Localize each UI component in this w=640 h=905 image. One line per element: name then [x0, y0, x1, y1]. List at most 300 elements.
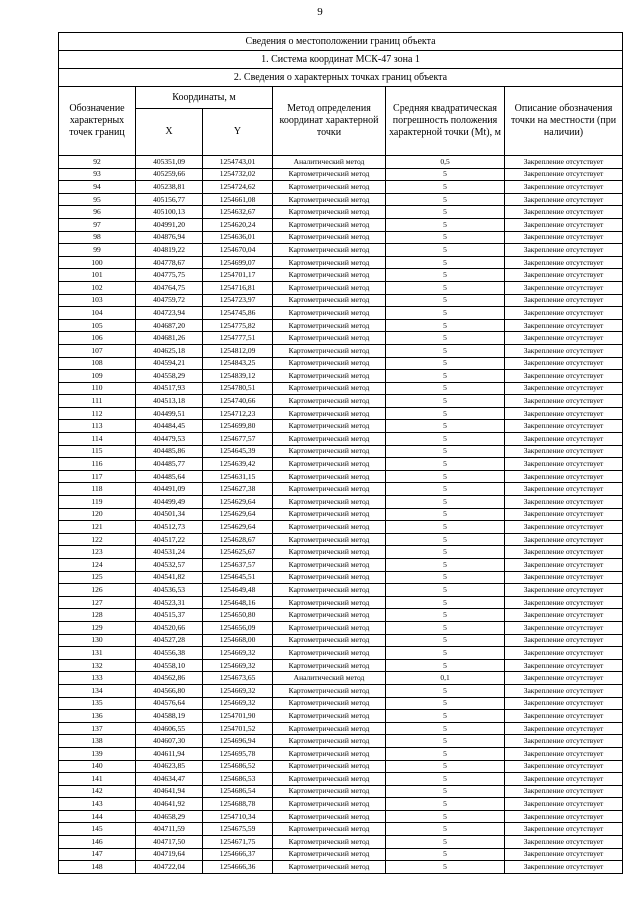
description-cell: Закрепление отсутствует — [505, 294, 623, 307]
point-id-cell: 129 — [59, 621, 136, 634]
point-id-cell: 131 — [59, 647, 136, 660]
point-id-cell: 116 — [59, 458, 136, 471]
y-cell: 1254686,54 — [203, 785, 273, 798]
method-cell: Картометрический метод — [273, 584, 386, 597]
table-row — [59, 684, 623, 697]
point-id-cell: 146 — [59, 836, 136, 849]
error-cell: 5 — [386, 722, 505, 735]
table-row — [59, 747, 623, 760]
error-cell: 5 — [386, 407, 505, 420]
x-cell: 404576,64 — [136, 697, 203, 710]
method-cell: Картометрический метод — [273, 281, 386, 294]
description-cell: Закрепление отсутствует — [505, 836, 623, 849]
x-cell: 404723,94 — [136, 307, 203, 320]
method-cell: Картометрический метод — [273, 546, 386, 559]
point-id-cell: 147 — [59, 848, 136, 861]
x-cell: 404687,20 — [136, 319, 203, 332]
point-id-cell: 93 — [59, 168, 136, 181]
y-cell: 1254639,42 — [203, 458, 273, 471]
table-row — [59, 621, 623, 634]
description-cell: Закрепление отсутствует — [505, 798, 623, 811]
method-cell: Картометрический метод — [273, 420, 386, 433]
error-cell: 5 — [386, 483, 505, 496]
table-row — [59, 156, 623, 169]
boundary-points-table — [58, 32, 623, 874]
table-row — [59, 861, 623, 874]
table-row — [59, 760, 623, 773]
method-cell: Картометрический метод — [273, 357, 386, 370]
page-number: 9 — [317, 6, 323, 18]
point-id-cell: 127 — [59, 596, 136, 609]
description-cell: Закрепление отсутствует — [505, 848, 623, 861]
description-cell: Закрепление отсутствует — [505, 420, 623, 433]
x-cell: 404722,04 — [136, 861, 203, 874]
point-id-cell: 120 — [59, 508, 136, 521]
method-cell: Картометрический метод — [273, 697, 386, 710]
method-cell: Картометрический метод — [273, 571, 386, 584]
x-cell: 404819,22 — [136, 244, 203, 257]
table-row — [59, 269, 623, 282]
description-cell: Закрепление отсутствует — [505, 609, 623, 622]
point-id-cell: 128 — [59, 609, 136, 622]
y-cell: 1254712,23 — [203, 407, 273, 420]
table-row — [59, 370, 623, 383]
error-cell: 5 — [386, 344, 505, 357]
error-cell: 0,5 — [386, 156, 505, 169]
error-cell: 5 — [386, 584, 505, 597]
description-cell: Закрепление отсутствует — [505, 193, 623, 206]
table-row — [59, 710, 623, 723]
description-cell: Закрепление отсутствует — [505, 218, 623, 231]
description-cell: Закрепление отсутствует — [505, 382, 623, 395]
point-id-cell: 106 — [59, 332, 136, 345]
x-cell: 404531,24 — [136, 546, 203, 559]
error-cell: 5 — [386, 848, 505, 861]
description-cell: Закрепление отсутствует — [505, 823, 623, 836]
method-cell: Картометрический метод — [273, 244, 386, 257]
description-cell: Закрепление отсутствует — [505, 206, 623, 219]
description-cell: Закрепление отсутствует — [505, 672, 623, 685]
description-cell: Закрепление отсутствует — [505, 256, 623, 269]
error-cell: 5 — [386, 395, 505, 408]
table-row — [59, 584, 623, 597]
description-cell: Закрепление отсутствует — [505, 370, 623, 383]
y-cell: 1254777,51 — [203, 332, 273, 345]
x-cell: 404562,86 — [136, 672, 203, 685]
method-cell: Картометрический метод — [273, 193, 386, 206]
x-cell: 404625,18 — [136, 344, 203, 357]
table-row — [59, 546, 623, 559]
y-cell: 1254629,64 — [203, 496, 273, 509]
description-cell: Закрепление отсутствует — [505, 710, 623, 723]
error-cell: 5 — [386, 533, 505, 546]
description-cell: Закрепление отсутствует — [505, 433, 623, 446]
table-row — [59, 445, 623, 458]
point-id-cell: 148 — [59, 861, 136, 874]
point-id-cell: 124 — [59, 559, 136, 572]
y-cell: 1254670,04 — [203, 244, 273, 257]
table-row — [59, 458, 623, 471]
table-row — [59, 659, 623, 672]
method-cell: Картометрический метод — [273, 344, 386, 357]
x-cell: 405100,13 — [136, 206, 203, 219]
y-cell: 1254688,78 — [203, 798, 273, 811]
table-row — [59, 420, 623, 433]
description-cell: Закрепление отсутствует — [505, 319, 623, 332]
y-cell: 1254625,67 — [203, 546, 273, 559]
x-cell: 404520,66 — [136, 621, 203, 634]
error-cell: 5 — [386, 281, 505, 294]
method-cell: Картометрический метод — [273, 559, 386, 572]
y-cell: 1254724,62 — [203, 181, 273, 194]
method-cell: Картометрический метод — [273, 710, 386, 723]
y-cell: 1254650,80 — [203, 609, 273, 622]
point-id-cell: 92 — [59, 156, 136, 169]
error-cell: 5 — [386, 659, 505, 672]
x-cell: 404775,75 — [136, 269, 203, 282]
description-cell: Закрепление отсутствует — [505, 521, 623, 534]
description-cell: Закрепление отсутствует — [505, 395, 623, 408]
y-cell: 1254686,53 — [203, 773, 273, 786]
description-cell: Закрепление отсутствует — [505, 344, 623, 357]
point-id-cell: 121 — [59, 521, 136, 534]
error-cell: 5 — [386, 218, 505, 231]
point-id-cell: 138 — [59, 735, 136, 748]
point-id-cell: 122 — [59, 533, 136, 546]
error-cell: 5 — [386, 747, 505, 760]
error-cell: 5 — [386, 785, 505, 798]
error-cell: 5 — [386, 760, 505, 773]
point-id-cell: 95 — [59, 193, 136, 206]
header-error: Средняя квадратическая погрешность положения характерной точки (Mt), м — [386, 87, 505, 156]
table-row — [59, 634, 623, 647]
x-cell: 405259,66 — [136, 168, 203, 181]
y-cell: 1254631,15 — [203, 470, 273, 483]
x-cell: 404634,47 — [136, 773, 203, 786]
method-cell: Картометрический метод — [273, 861, 386, 874]
table-row — [59, 735, 623, 748]
x-cell: 404515,37 — [136, 609, 203, 622]
error-cell: 5 — [386, 521, 505, 534]
table-body — [59, 156, 623, 874]
y-cell: 1254673,65 — [203, 672, 273, 685]
description-cell: Закрепление отсутствует — [505, 722, 623, 735]
y-cell: 1254666,36 — [203, 861, 273, 874]
table-row — [59, 596, 623, 609]
description-cell: Закрепление отсутствует — [505, 760, 623, 773]
description-cell: Закрепление отсутствует — [505, 181, 623, 194]
method-cell: Картометрический метод — [273, 735, 386, 748]
y-cell: 1254696,94 — [203, 735, 273, 748]
header-description: Описание обозначения точки на местности (при наличии) — [505, 87, 623, 156]
method-cell: Картометрический метод — [273, 533, 386, 546]
point-id-cell: 142 — [59, 785, 136, 798]
x-cell: 404588,19 — [136, 710, 203, 723]
error-cell: 5 — [386, 571, 505, 584]
method-cell: Картометрический метод — [273, 294, 386, 307]
error-cell: 5 — [386, 420, 505, 433]
y-cell: 1254627,38 — [203, 483, 273, 496]
error-cell: 5 — [386, 470, 505, 483]
error-cell: 5 — [386, 609, 505, 622]
description-cell: Закрепление отсутствует — [505, 508, 623, 521]
table-row — [59, 357, 623, 370]
x-cell: 404623,85 — [136, 760, 203, 773]
error-cell: 5 — [386, 181, 505, 194]
table-row — [59, 294, 623, 307]
header-y: Y — [203, 109, 273, 156]
method-cell: Картометрический метод — [273, 269, 386, 282]
point-id-cell: 126 — [59, 584, 136, 597]
y-cell: 1254669,32 — [203, 697, 273, 710]
y-cell: 1254636,01 — [203, 231, 273, 244]
x-cell: 404558,10 — [136, 659, 203, 672]
description-cell: Закрепление отсутствует — [505, 559, 623, 572]
table-row — [59, 407, 623, 420]
description-cell: Закрепление отсутствует — [505, 810, 623, 823]
method-cell: Картометрический метод — [273, 231, 386, 244]
description-cell: Закрепление отсутствует — [505, 735, 623, 748]
point-id-cell: 136 — [59, 710, 136, 723]
error-cell: 5 — [386, 710, 505, 723]
table-row — [59, 433, 623, 446]
y-cell: 1254620,24 — [203, 218, 273, 231]
x-cell: 404606,55 — [136, 722, 203, 735]
point-id-cell: 108 — [59, 357, 136, 370]
point-id-cell: 111 — [59, 395, 136, 408]
y-cell: 1254701,17 — [203, 269, 273, 282]
error-cell: 5 — [386, 307, 505, 320]
error-cell: 5 — [386, 433, 505, 446]
point-id-cell: 105 — [59, 319, 136, 332]
error-cell: 5 — [386, 559, 505, 572]
point-id-cell: 137 — [59, 722, 136, 735]
x-cell: 404641,94 — [136, 785, 203, 798]
x-cell: 404566,80 — [136, 684, 203, 697]
table-row — [59, 810, 623, 823]
y-cell: 1254675,59 — [203, 823, 273, 836]
point-id-cell: 99 — [59, 244, 136, 257]
y-cell: 1254701,52 — [203, 722, 273, 735]
error-cell: 5 — [386, 634, 505, 647]
point-id-cell: 133 — [59, 672, 136, 685]
header-method: Метод определения координат характерной точки — [273, 87, 386, 156]
table-row — [59, 231, 623, 244]
y-cell: 1254629,64 — [203, 521, 273, 534]
x-cell: 404499,51 — [136, 407, 203, 420]
method-cell: Картометрический метод — [273, 823, 386, 836]
header-coordinates: Координаты, м — [136, 87, 273, 109]
error-cell: 5 — [386, 798, 505, 811]
error-cell: 5 — [386, 458, 505, 471]
error-cell: 5 — [386, 319, 505, 332]
error-cell: 5 — [386, 269, 505, 282]
method-cell: Картометрический метод — [273, 508, 386, 521]
y-cell: 1254645,51 — [203, 571, 273, 584]
y-cell: 1254839,12 — [203, 370, 273, 383]
error-cell: 0,1 — [386, 672, 505, 685]
method-cell: Картометрический метод — [273, 483, 386, 496]
method-cell: Картометрический метод — [273, 836, 386, 849]
method-cell: Картометрический метод — [273, 496, 386, 509]
description-cell: Закрепление отсутствует — [505, 332, 623, 345]
table-row — [59, 281, 623, 294]
error-cell: 5 — [386, 445, 505, 458]
description-cell: Закрепление отсутствует — [505, 307, 623, 320]
x-cell: 404491,09 — [136, 483, 203, 496]
method-cell: Картометрический метод — [273, 647, 386, 660]
method-cell: Картометрический метод — [273, 760, 386, 773]
table-row — [59, 647, 623, 660]
x-cell: 404607,30 — [136, 735, 203, 748]
y-cell: 1254695,78 — [203, 747, 273, 760]
table-row — [59, 848, 623, 861]
point-id-cell: 130 — [59, 634, 136, 647]
table-row — [59, 206, 623, 219]
x-cell: 404527,28 — [136, 634, 203, 647]
table-row — [59, 470, 623, 483]
table-row — [59, 836, 623, 849]
y-cell: 1254656,09 — [203, 621, 273, 634]
point-id-cell: 125 — [59, 571, 136, 584]
table-row — [59, 559, 623, 572]
x-cell: 404536,53 — [136, 584, 203, 597]
error-cell: 5 — [386, 596, 505, 609]
description-cell: Закрепление отсутствует — [505, 634, 623, 647]
point-id-cell: 141 — [59, 773, 136, 786]
x-cell: 404719,64 — [136, 848, 203, 861]
y-cell: 1254775,82 — [203, 319, 273, 332]
description-cell: Закрепление отсутствует — [505, 571, 623, 584]
y-cell: 1254632,67 — [203, 206, 273, 219]
point-id-cell: 112 — [59, 407, 136, 420]
y-cell: 1254666,37 — [203, 848, 273, 861]
method-cell: Картометрический метод — [273, 395, 386, 408]
error-cell: 5 — [386, 621, 505, 634]
x-cell: 404991,20 — [136, 218, 203, 231]
error-cell: 5 — [386, 773, 505, 786]
method-cell: Картометрический метод — [273, 785, 386, 798]
table-row — [59, 244, 623, 257]
description-cell: Закрепление отсутствует — [505, 596, 623, 609]
description-cell: Закрепление отсутствует — [505, 281, 623, 294]
y-cell: 1254740,66 — [203, 395, 273, 408]
x-cell: 404558,29 — [136, 370, 203, 383]
method-cell: Картометрический метод — [273, 445, 386, 458]
description-cell: Закрепление отсутствует — [505, 861, 623, 874]
point-id-cell: 101 — [59, 269, 136, 282]
y-cell: 1254699,80 — [203, 420, 273, 433]
point-id-cell: 109 — [59, 370, 136, 383]
method-cell: Картометрический метод — [273, 218, 386, 231]
method-cell: Картометрический метод — [273, 458, 386, 471]
method-cell: Картометрический метод — [273, 181, 386, 194]
point-id-cell: 135 — [59, 697, 136, 710]
y-cell: 1254723,97 — [203, 294, 273, 307]
y-cell: 1254743,01 — [203, 156, 273, 169]
point-id-cell: 144 — [59, 810, 136, 823]
x-cell: 404513,18 — [136, 395, 203, 408]
description-cell: Закрепление отсутствует — [505, 407, 623, 420]
y-cell: 1254628,67 — [203, 533, 273, 546]
method-cell: Картометрический метод — [273, 433, 386, 446]
description-cell: Закрепление отсутствует — [505, 533, 623, 546]
point-id-cell: 117 — [59, 470, 136, 483]
x-cell: 404876,94 — [136, 231, 203, 244]
point-id-cell: 100 — [59, 256, 136, 269]
point-id-cell: 113 — [59, 420, 136, 433]
x-cell: 404499,49 — [136, 496, 203, 509]
y-cell: 1254669,32 — [203, 684, 273, 697]
error-cell: 5 — [386, 168, 505, 181]
x-cell: 404517,93 — [136, 382, 203, 395]
table-row — [59, 193, 623, 206]
coordinate-system-title: 1. Система координат МСК-47 зона 1 — [59, 51, 623, 69]
description-cell: Закрепление отсутствует — [505, 584, 623, 597]
table-row — [59, 395, 623, 408]
error-cell: 5 — [386, 823, 505, 836]
point-id-cell: 104 — [59, 307, 136, 320]
method-cell: Картометрический метод — [273, 319, 386, 332]
table-row — [59, 332, 623, 345]
method-cell: Картометрический метод — [273, 747, 386, 760]
table-row — [59, 521, 623, 534]
point-id-cell: 115 — [59, 445, 136, 458]
point-id-cell: 143 — [59, 798, 136, 811]
point-id-cell: 119 — [59, 496, 136, 509]
point-id-cell: 118 — [59, 483, 136, 496]
error-cell: 5 — [386, 546, 505, 559]
method-cell: Картометрический метод — [273, 722, 386, 735]
description-cell: Закрепление отсутствует — [505, 483, 623, 496]
description-cell: Закрепление отсутствует — [505, 156, 623, 169]
method-cell: Картометрический метод — [273, 470, 386, 483]
header-x: X — [136, 109, 203, 156]
y-cell: 1254649,48 — [203, 584, 273, 597]
point-id-cell: 103 — [59, 294, 136, 307]
description-cell: Закрепление отсутствует — [505, 168, 623, 181]
x-cell: 404764,75 — [136, 281, 203, 294]
error-cell: 5 — [386, 684, 505, 697]
description-cell: Закрепление отсутствует — [505, 747, 623, 760]
header-point: Обозначение характерных точек границ — [59, 87, 136, 156]
method-cell: Картометрический метод — [273, 798, 386, 811]
y-cell: 1254669,32 — [203, 659, 273, 672]
x-cell: 404611,94 — [136, 747, 203, 760]
y-cell: 1254629,64 — [203, 508, 273, 521]
table-row — [59, 773, 623, 786]
description-cell: Закрепление отсутствует — [505, 773, 623, 786]
description-cell: Закрепление отсутствует — [505, 269, 623, 282]
table-row — [59, 168, 623, 181]
table-row — [59, 533, 623, 546]
point-id-cell: 94 — [59, 181, 136, 194]
point-id-cell: 140 — [59, 760, 136, 773]
y-cell: 1254648,16 — [203, 596, 273, 609]
point-id-cell: 98 — [59, 231, 136, 244]
error-cell: 5 — [386, 735, 505, 748]
y-cell: 1254732,02 — [203, 168, 273, 181]
table-row — [59, 483, 623, 496]
y-cell: 1254710,34 — [203, 810, 273, 823]
error-cell: 5 — [386, 357, 505, 370]
point-id-cell: 134 — [59, 684, 136, 697]
y-cell: 1254637,57 — [203, 559, 273, 572]
table-row — [59, 508, 623, 521]
table-row — [59, 496, 623, 509]
method-cell: Картометрический метод — [273, 810, 386, 823]
description-cell: Закрепление отсутствует — [505, 546, 623, 559]
